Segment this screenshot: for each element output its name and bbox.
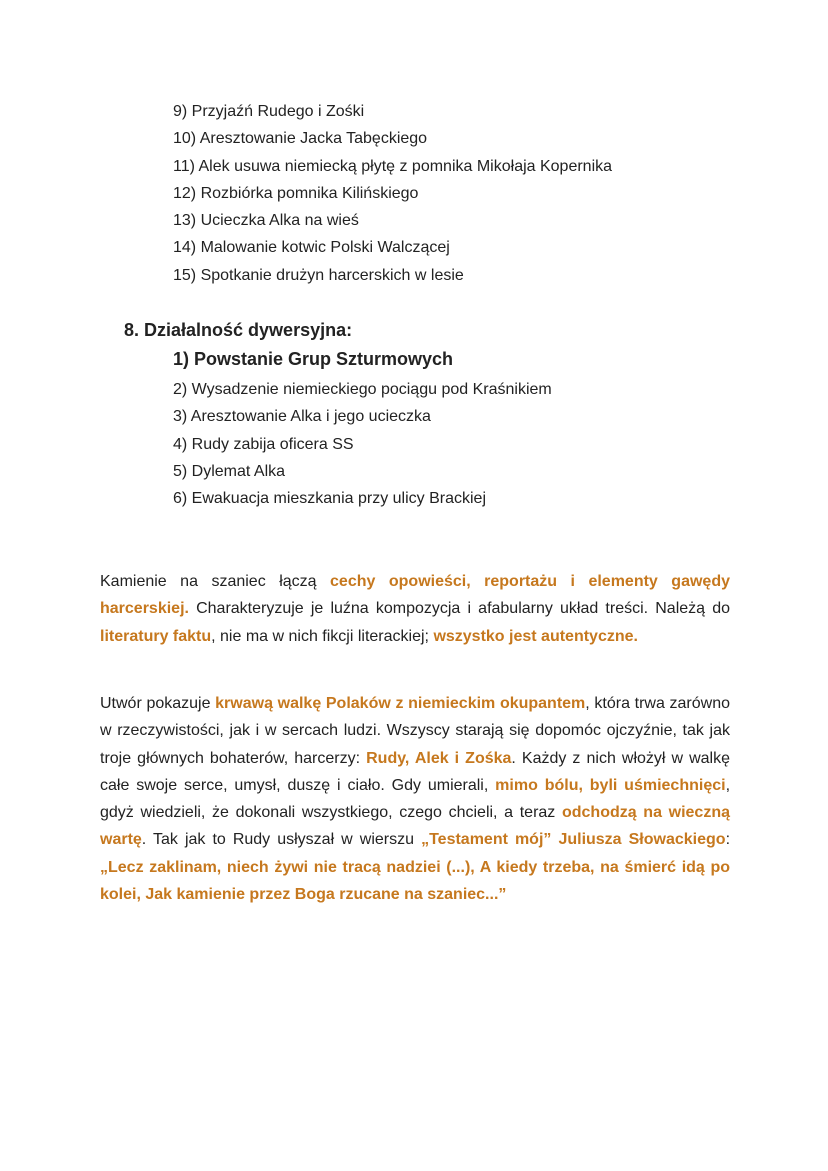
paragraph-theme (100, 690, 730, 908)
highlight-text: „Testament mój” Juliusza Słowackiego (421, 831, 726, 849)
list-item: 12) Rozbiórka pomnika Kilińskiego (173, 184, 419, 202)
highlight-text: odchodzą na wieczną wartę (100, 804, 730, 849)
highlight-text: cechy opowieści, reportażu i elementy gawędy harcerskiej. (100, 573, 730, 618)
text-span: , nie ma w nich fikcji literackiej; (211, 627, 434, 645)
text-span: , gdyż wiedzieli, że dokonali wszystkiego, czego chcieli, a teraz (100, 776, 731, 822)
text-span: . Tak jak to Rudy usłyszał w wierszu (141, 831, 422, 849)
list-item: 11) Alek usuwa niemiecką płytę z pomnika Mikołaja Kopernika (173, 157, 613, 175)
text-span: Utwór pokazuje (100, 695, 216, 712)
text-span: . Każdy z nich włożył w walkę całe swoje serce, umysł, duszę i ciało. Gdy umierali, (100, 749, 731, 794)
list-item: 14) Malowanie kotwic Polski Walczącej (173, 239, 450, 257)
events-list (173, 98, 612, 289)
list-item: 13) Ucieczka Alka na wieś (173, 212, 359, 230)
section-heading: 8. Działalność dywersyjna: (124, 320, 353, 340)
list-item: 3) Aresztowanie Alka i jego ucieczka (173, 408, 431, 426)
list-item: 5) Dylemat Alka (173, 462, 286, 480)
highlight-text: Rudy, Alek i Zośka (366, 749, 512, 767)
paragraph-genre (100, 568, 730, 650)
highlight-text: „Lecz zaklinam, niech żywi nie tracą nadziei (...), A kiedy trzeba, na śmierć idą po kolei, Jak kamienie przez Boga rzucane na szaniec...” (100, 858, 730, 904)
text-span: : (725, 831, 731, 849)
list-item: 15) Spotkanie drużyn harcerskich w lesie (173, 266, 464, 284)
section-subheading: 1) Powstanie Grup Szturmowych (173, 349, 454, 369)
list-item: 4) Rudy zabija oficera SS (173, 435, 354, 453)
list-item: 6) Ewakuacja mieszkania przy ulicy Brackiej (173, 490, 486, 508)
text-span: Charakteryzuje je luźna kompozycja i afabularny układ treści. Należą do (188, 600, 730, 618)
highlight-text: wszystko jest autentyczne. (433, 627, 638, 645)
list-item: 2) Wysadzenie niemieckiego pociągu pod Kraśnikiem (173, 381, 552, 398)
list-item: 9) Przyjaźń Rudego i Zośki (173, 103, 365, 120)
highlight-text: mimo bólu, byli uśmiechnięci (495, 776, 726, 794)
list-item: 10) Aresztowanie Jacka Tabęckiego (173, 130, 428, 148)
text-span: Kamienie na szaniec łączą (100, 573, 331, 590)
text-span: , która trwa zarówno w rzeczywistości, jak i w sercach ludzi. Wszyscy starają się dopomóc ojczyźnie, tak jak troje głównych bohaterów, harcerzy: (100, 695, 730, 767)
highlight-text: literatury faktu (100, 627, 212, 645)
highlight-text: krwawą walkę Polaków z niemieckim okupantem (215, 695, 586, 712)
sabotage-list (173, 376, 552, 512)
